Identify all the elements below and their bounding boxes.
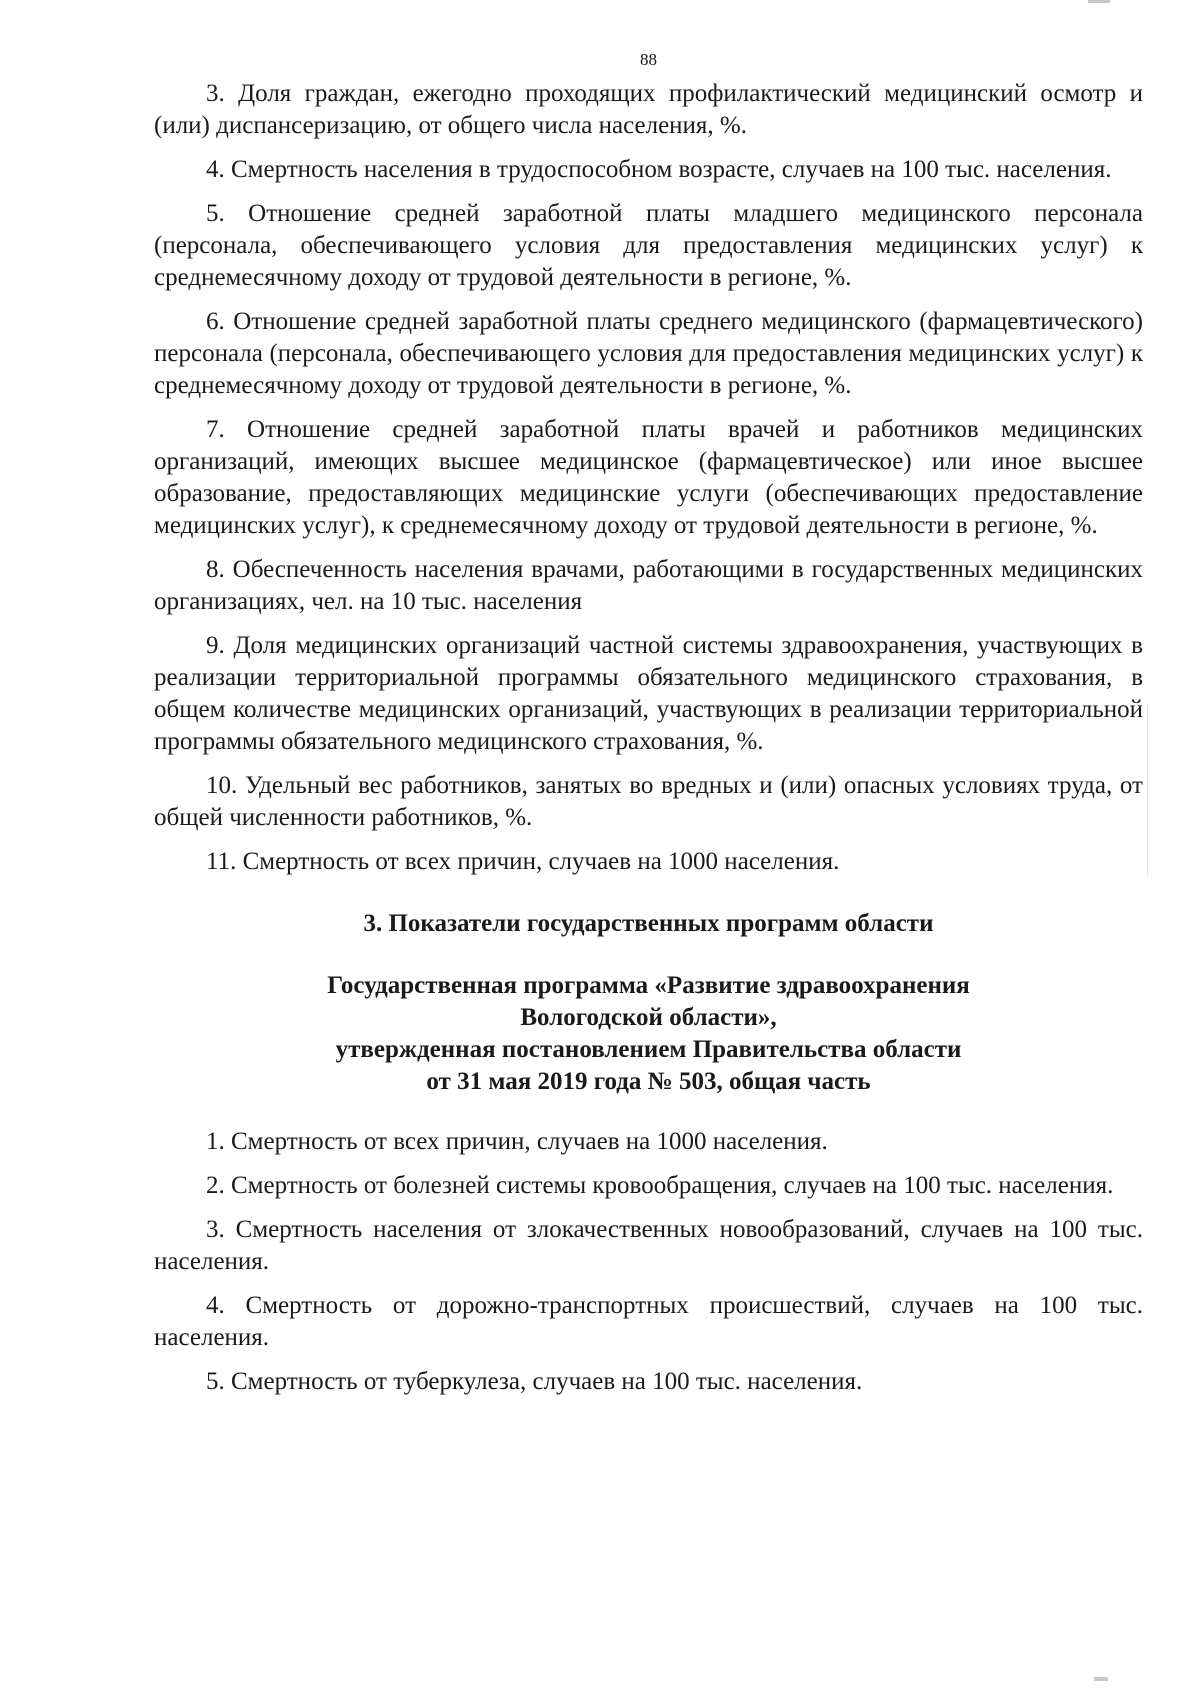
list-item: 4. Смертность от дорожно-транспортных происшествий, случаев на 100 тыс. населения. <box>154 1292 1143 1351</box>
list-item: 5. Отношение средней заработной платы младшего медицинского персонала (персонала, обеспечивающего условия для предоставления медицинских услуг) к среднемесячному доходу от трудовой деятельности в регионе, %. <box>154 200 1143 291</box>
list-item: 6. Отношение средней заработной платы среднего медицинского (фармацевтического) персонала (персонала, обеспечивающего условия для предоставления медицинских услуг) к среднемесячному доходу от трудовой деятельности в регионе, %. <box>154 308 1143 399</box>
list-item: 11. Смертность от всех причин, случаев на 1000 населения. <box>206 848 840 875</box>
list-item: 1. Смертность от всех причин, случаев на 1000 населения. <box>206 1128 828 1155</box>
list-item: 9. Доля медицинских организаций частной системы здравоохранения, участвующих в реализации территориальной программы обязательного медицинского страхования, в общем количестве медицинских организаций, участвующих в реализации территориальной программы обязательного медицинского страхования, %. <box>154 632 1143 755</box>
indicator-list-first <box>154 78 1143 878</box>
page-number: 88 <box>640 50 657 69</box>
section-heading: 3. Показатели государственных программ области <box>363 910 934 937</box>
scan-artifact-top <box>1088 0 1110 3</box>
list-item: 5. Смертность от туберкулеза, случаев на 100 тыс. населения. <box>206 1368 863 1395</box>
program-heading <box>154 970 1143 1098</box>
scan-artifact-bottom <box>1094 1677 1108 1681</box>
list-item: 2. Смертность от болезней системы кровообращения, случаев на 100 тыс. населения. <box>206 1172 1114 1199</box>
scan-artifact-edge-line <box>1147 706 1148 876</box>
list-item: 3. Смертность населения от злокачественных новообразований, случаев на 100 тыс. населения. <box>154 1216 1143 1275</box>
list-item: 3. Доля граждан, ежегодно проходящих профилактический медицинский осмотр и (или) диспансеризацию, от общего числа населения, %. <box>154 80 1143 139</box>
list-item: 7. Отношение средней заработной платы врачей и работников медицинских организаций, имеющих высшее медицинское (фармацевтическое) или иное высшее образование, предоставляющих медицинские услуги (обеспечивающих предоставление медицинских услуг), к среднемесячному доходу от трудовой деятельности в регионе, %. <box>154 416 1143 539</box>
program-heading-line: от 31 мая 2019 года № 503, общая часть <box>426 1068 871 1095</box>
program-heading-line: Вологодской области», <box>520 1004 777 1031</box>
indicator-list-second <box>154 1126 1143 1398</box>
program-heading-line: Государственная программа «Развитие здравоохранения <box>327 972 970 999</box>
list-item: 10. Удельный вес работников, занятых во вредных и (или) опасных условиях труда, от общей численности работников, %. <box>154 772 1143 831</box>
list-item: 8. Обеспеченность населения врачами, работающими в государственных медицинских организациях, чел. на 10 тыс. населения <box>154 556 1143 615</box>
list-item: 4. Смертность населения в трудоспособном возрасте, случаев на 100 тыс. населения. <box>206 156 1112 183</box>
program-heading-line: утвержденная постановлением Правительства области <box>335 1036 962 1063</box>
